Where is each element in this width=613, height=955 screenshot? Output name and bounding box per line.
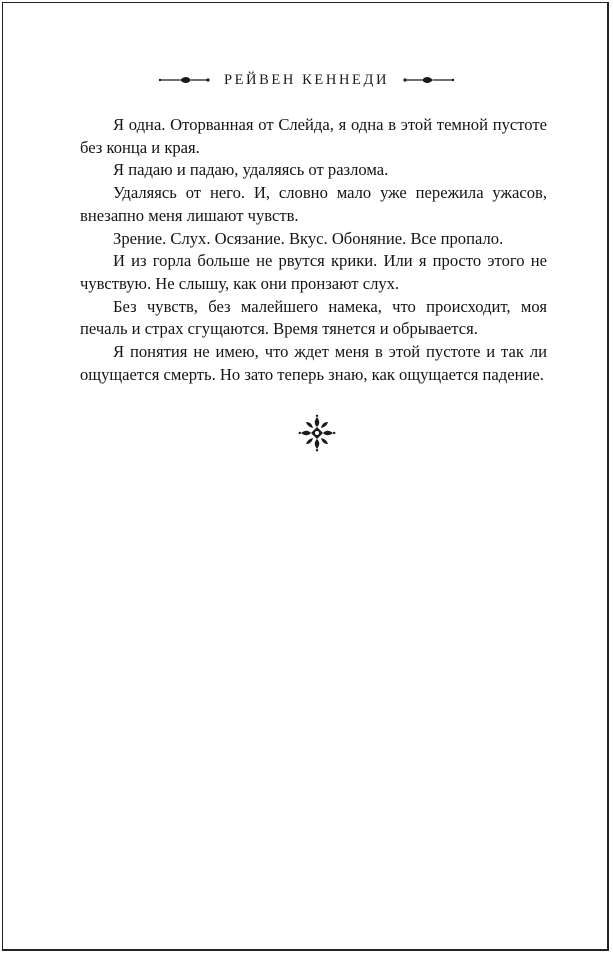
paragraph: Зрение. Слух. Осязание. Вкус. Обоняние. Все пропало. (113, 228, 504, 248)
paragraph: Удаляясь от него. И, словно мало уже пережила ужасов, внезапно меня лишают чувств. (80, 183, 547, 225)
paragraph: Я одна. Оторванная от Слейда, я одна в этой темной пустоте без конца и края. (80, 115, 547, 157)
body-text (80, 114, 547, 386)
paragraph: Я падаю и падаю, удаляясь от разлома. (113, 160, 389, 180)
paragraph: И из горла больше не рвутся крики. Или я просто этого не чувствую. Не слышу, как они пронзают слух. (80, 251, 547, 293)
right-flourish-icon (403, 75, 455, 85)
section-break-fleuron-icon (298, 414, 336, 452)
running-head (0, 71, 613, 89)
running-head-author: РЕЙВЕН КЕННЕДИ (223, 71, 390, 88)
left-flourish-icon (158, 75, 210, 85)
paragraph: Без чувств, без малейшего намека, что происходит, моя печаль и страх сгущаются. Время тянется и обрывается. (80, 296, 547, 339)
paragraph: Я понятия не имею, что ждет меня в этой пустоте и так ли ощущается смерть. Но зато теперь знаю, как ощущается падение. (80, 342, 547, 384)
